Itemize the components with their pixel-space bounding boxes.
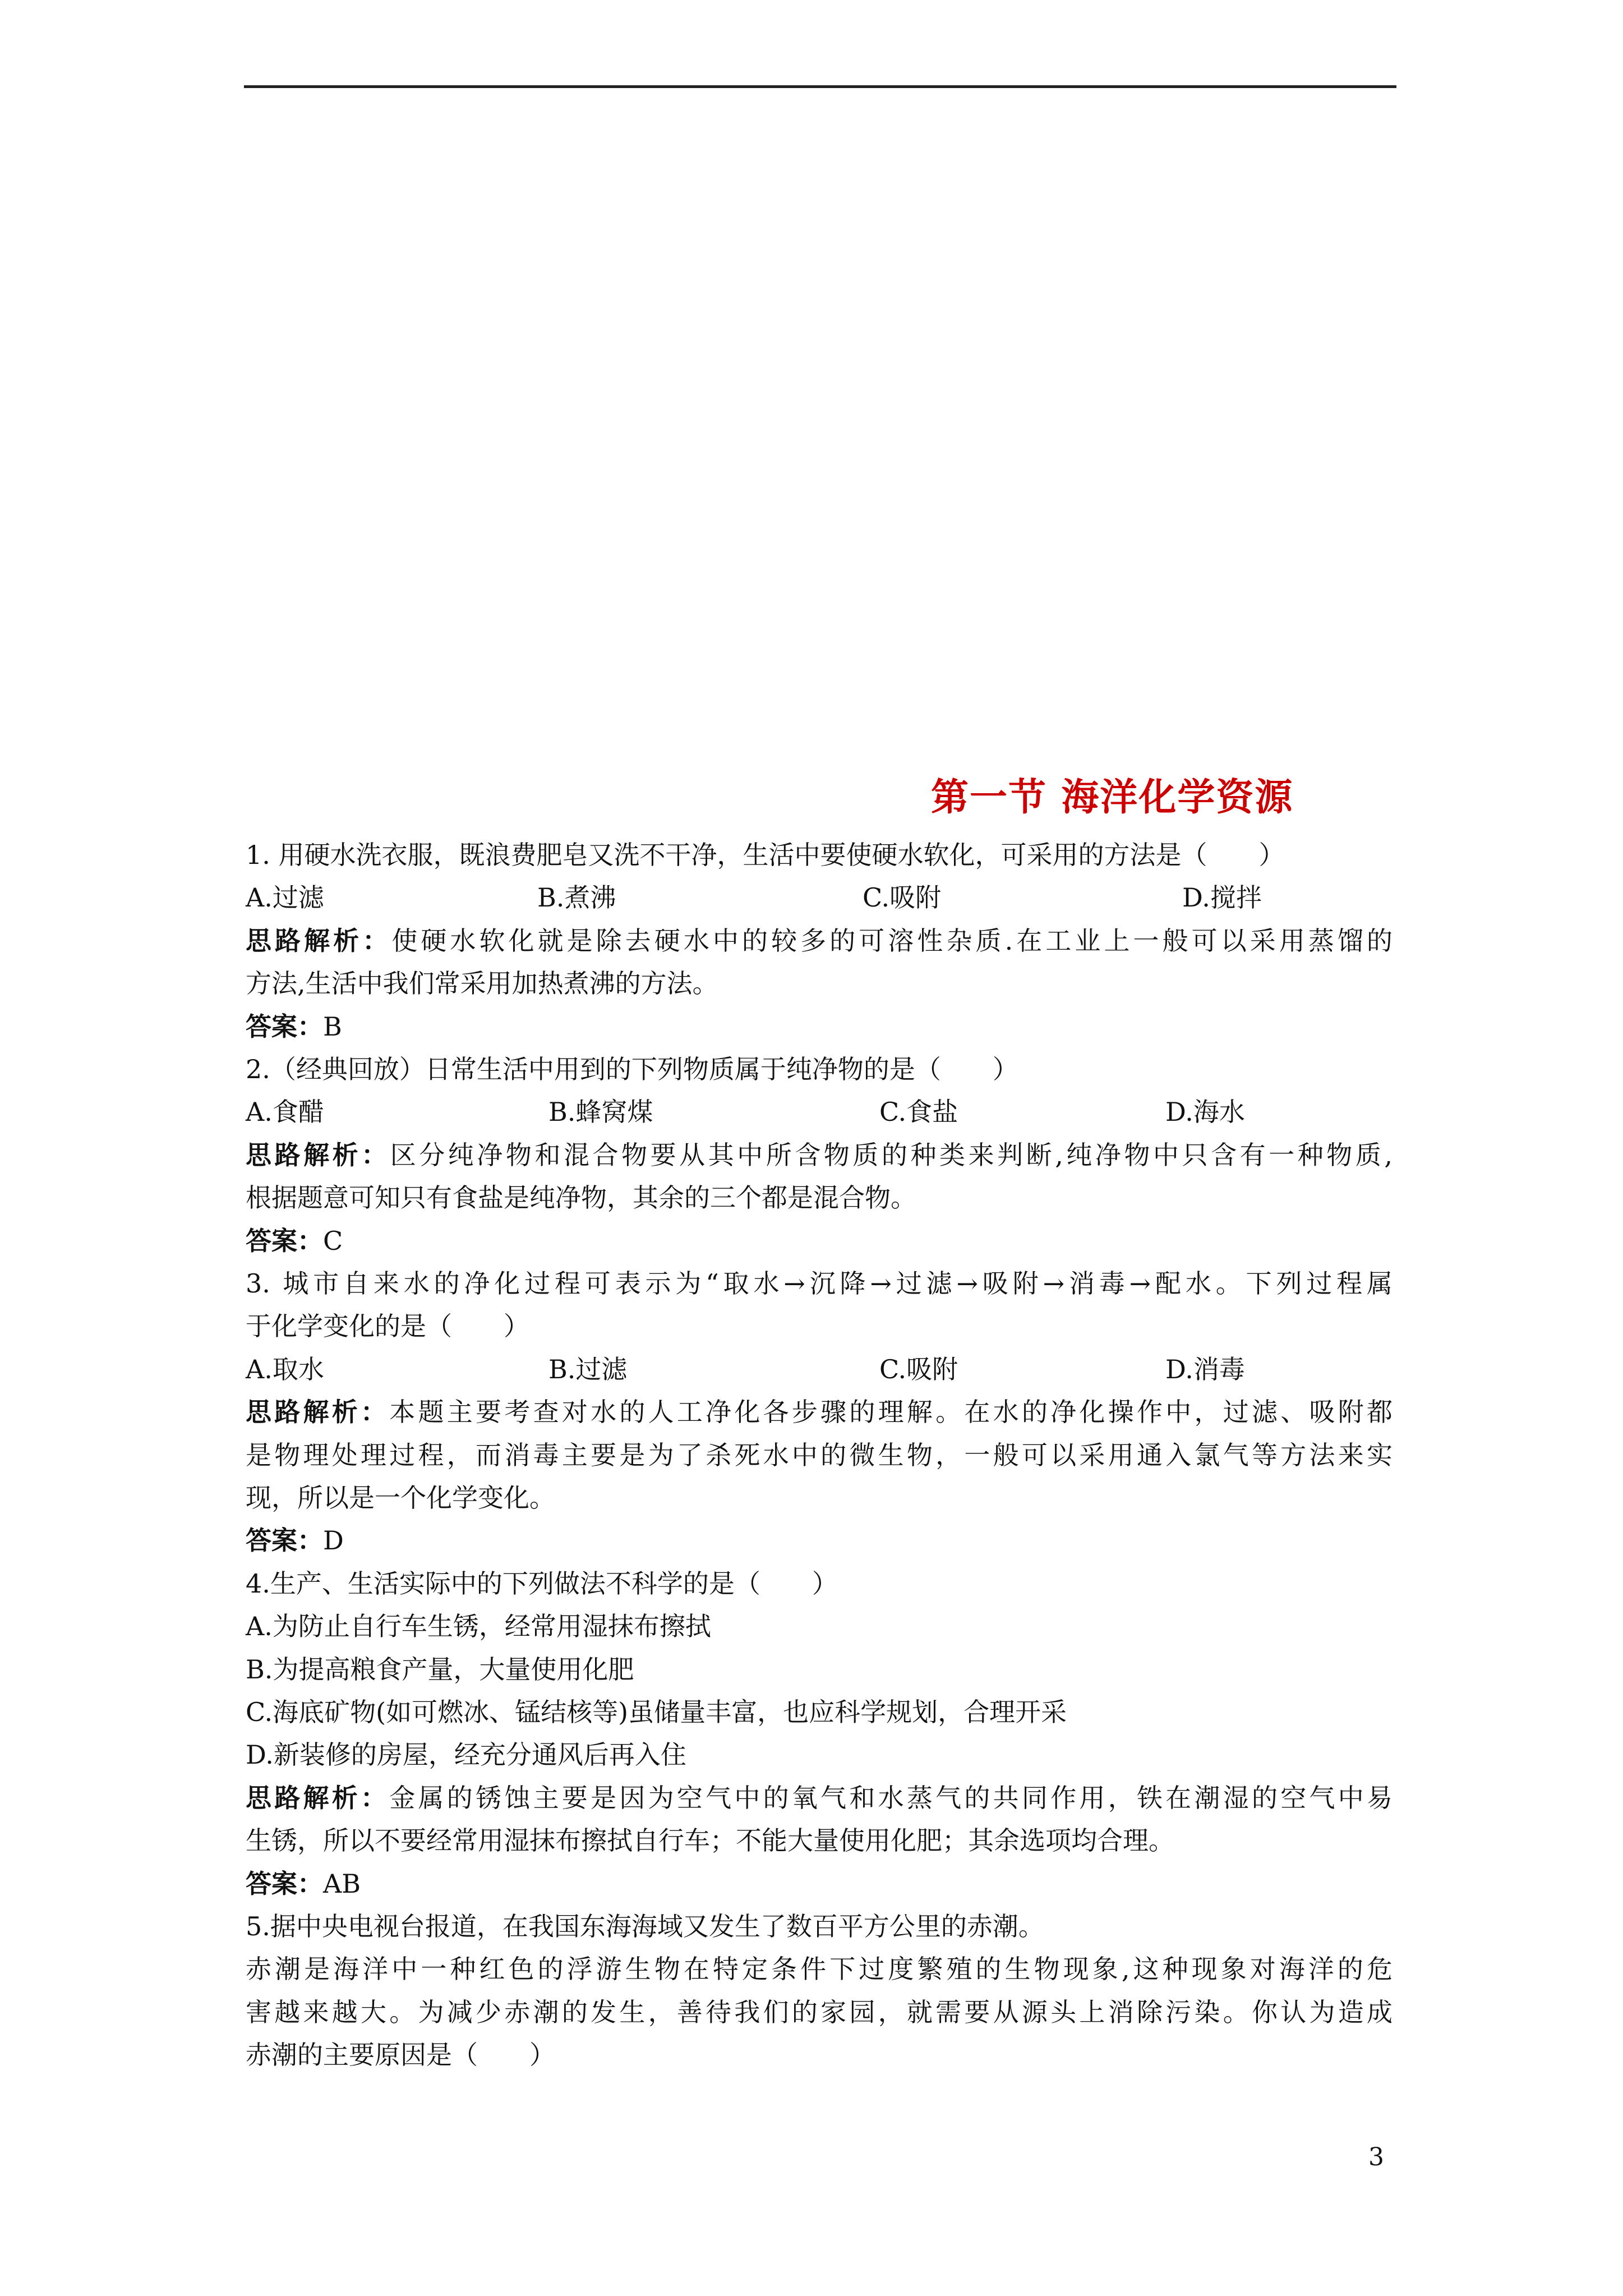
q2-option-c: C.食盐 [879,1097,958,1127]
q2-answer [246,1223,343,1259]
q4-option-a: A.为防止自行车生锈，经常用湿抹布擦拭 [246,1611,711,1641]
q1-answer-label: 答案： [246,1011,323,1042]
q4-answer [246,1866,361,1902]
section-title: 第一节 海洋化学资源 [931,775,1294,819]
q1-analysis-line-2: 方法,生活中我们常采用加热煮沸的方法。 [246,968,718,999]
q1-option-d: D.搅拌 [1182,882,1262,913]
q5-stem-line-4: 赤潮的主要原因是（ ） [246,2040,555,2070]
q3-option-d: D.消毒 [1165,1354,1245,1384]
q2-answer-value: C [323,1226,343,1256]
q1-analysis-label: 思路解析： [246,926,392,956]
q3-analysis-line-2: 是物理处理过程，而消毒主要是为了杀死水中的微生物，一般可以采用通入氯气等方法来实 [246,1440,1393,1470]
q4-analysis-text-1: 金属的锈蚀主要是因为空气中的氧气和水蒸气的共同作用，铁在潮湿的空气中易 [389,1783,1393,1813]
q4-option-d: D.新装修的房屋，经充分通风后再入住 [246,1740,686,1770]
q2-analysis-line-1 [246,1137,1393,1173]
q4-option-b: B.为提高粮食产量，大量使用化肥 [246,1654,634,1685]
q3-analysis-line-1 [246,1394,1393,1430]
q3-stem-line-2: 于化学变化的是（ ） [246,1311,529,1341]
q3-option-a: A.取水 [246,1354,324,1384]
q3-answer-label: 答案： [246,1525,323,1556]
q4-option-c: C.海底矿物(如可燃冰、锰结核等)虽储量丰富，也应科学规划，合理开采 [246,1697,1067,1727]
header-rule [244,85,1396,88]
q3-answer [246,1522,344,1558]
q1-answer-value: B [323,1011,342,1042]
q5-stem-line-2: 赤潮是海洋中一种红色的浮游生物在特定条件下过度繁殖的生物现象,这种现象对海洋的危 [246,1954,1393,1984]
q2-analysis-line-2: 根据题意可知只有食盐是纯净物，其余的三个都是混合物。 [246,1182,916,1213]
q2-options [246,1094,1393,1130]
q5-stem-line-1: 5.据中央电视台报道，在我国东海海域又发生了数百平方公里的赤潮。 [246,1911,1044,1941]
q2-analysis-text-1: 区分纯净物和混合物要从其中所含物质的种类来判断,纯净物中只含有一种物质, [390,1140,1393,1170]
q2-answer-label: 答案： [246,1226,323,1256]
q4-analysis-line-1 [246,1780,1393,1816]
q4-answer-value: AB [323,1869,361,1899]
q3-analysis-line-3: 现，所以是一个化学变化。 [246,1483,555,1513]
q2-option-d: D.海水 [1165,1097,1245,1127]
q1-answer [246,1009,342,1045]
q3-analysis-text-1: 本题主要考查对水的人工净化各步骤的理解。在水的净化操作中，过滤、吸附都 [389,1397,1393,1427]
q3-analysis-label: 思路解析： [246,1397,390,1427]
q4-analysis-label: 思路解析： [246,1783,390,1813]
page-number: 3 [1368,2143,1384,2171]
q3-option-b: B.过滤 [548,1354,628,1384]
q3-answer-value: D [323,1525,344,1556]
q1-analysis-text-1: 使硬水软化就是除去硬水中的较多的可溶性杂质.在工业上一般可以采用蒸馏的 [391,926,1393,956]
q2-option-a: A.食醋 [246,1097,324,1127]
q2-stem: 2.（经典回放）日常生活中用到的下列物质属于纯净物的是（ ） [246,1054,1018,1084]
q4-analysis-line-2: 生锈，所以不要经常用湿抹布擦拭自行车；不能大量使用化肥；其余选项均合理。 [246,1825,1174,1856]
q3-option-c: C.吸附 [879,1354,958,1384]
q2-analysis-label: 思路解析： [246,1140,390,1170]
q1-option-a: A.过滤 [246,882,324,913]
q4-answer-label: 答案： [246,1869,323,1899]
q2-option-b: B.蜂窝煤 [548,1097,653,1127]
q1-analysis-line-1 [246,923,1393,959]
q5-stem-line-3: 害越来越大。为减少赤潮的发生，善待我们的家园，就需要从源头上消除污染。你认为造成 [246,1997,1393,2027]
q4-stem: 4.生产、生活实际中的下列做法不科学的是（ ） [246,1568,838,1599]
q3-stem-line-1: 3. 城市自来水的净化过程可表示为“取水→沉降→过滤→吸附→消毒→配水。下列过程属 [246,1268,1393,1299]
q1-option-c: C.吸附 [863,882,942,913]
q1-options [246,880,1393,915]
q1-option-b: B.煮沸 [537,882,616,913]
q3-options [246,1351,1393,1387]
q1-stem: 1. 用硬水洗衣服，既浪费肥皂又洗不干净，生活中要使硬水软化，可采用的方法是（ ） [246,840,1285,870]
